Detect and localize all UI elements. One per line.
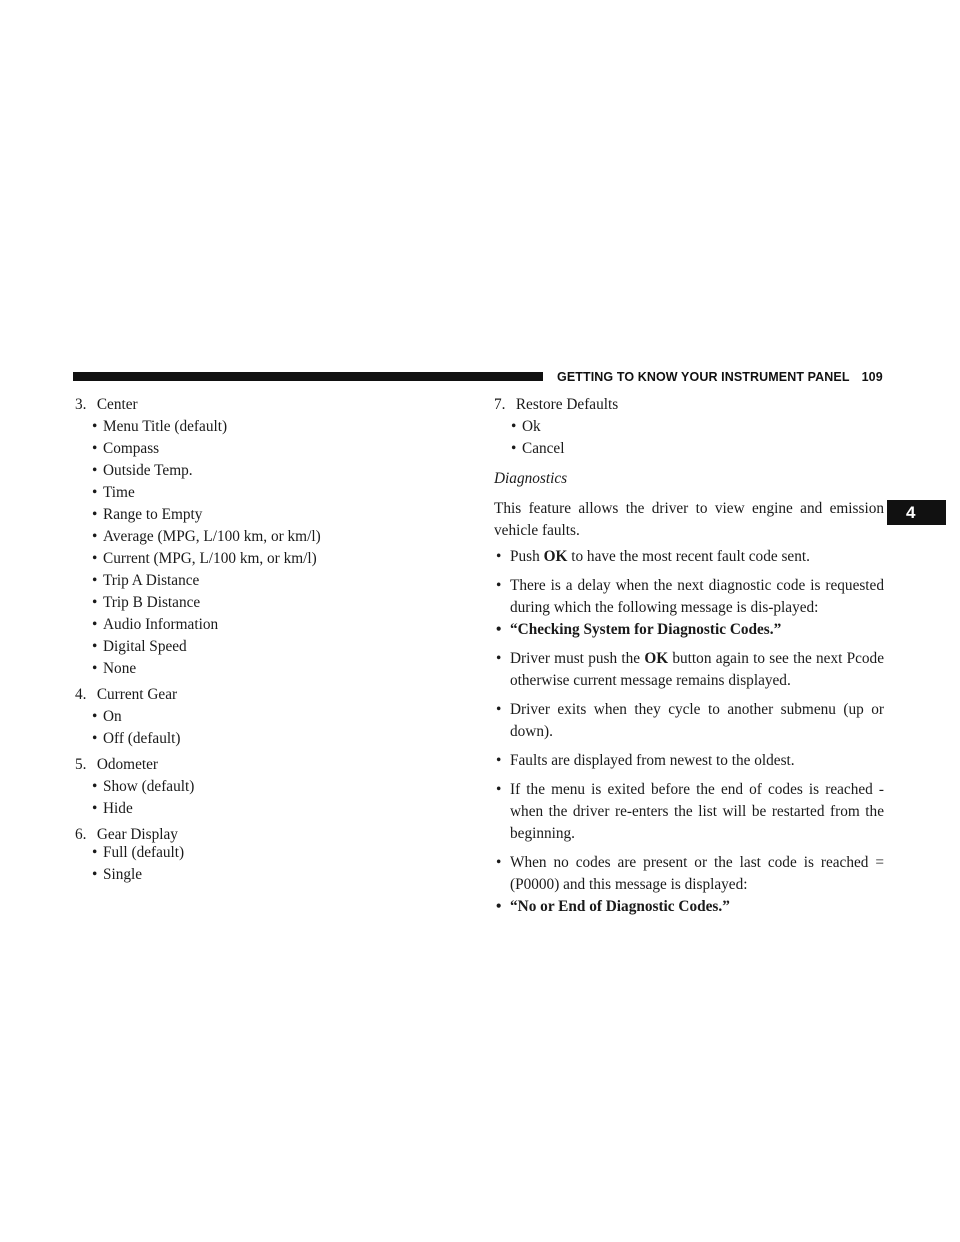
section-3-list <box>75 416 455 680</box>
list-item: • Full (default) <box>75 842 455 864</box>
list-item: • Show (default) <box>75 776 455 798</box>
header-rule <box>73 372 543 381</box>
section-5-heading: 5. Odometer <box>75 756 158 773</box>
list-item: • Driver must push the OK button again to see the next Pcode otherwise current message remains displayed. <box>494 648 884 692</box>
diagnostics-list <box>494 546 884 918</box>
list-item: • If the menu is exited before the end of codes is reached - when the driver re-enters the list will be restarted from the beginning. <box>494 779 884 845</box>
list-item: • “Checking System for Diagnostic Codes.” <box>494 619 884 641</box>
running-header <box>557 370 883 384</box>
diagnostics-intro: This feature allows the driver to view engine and emission vehicle faults. <box>494 500 884 539</box>
list-item: • Single <box>75 864 455 886</box>
page-number: 109 <box>861 370 883 384</box>
section-6-list <box>75 842 455 886</box>
left-column <box>75 394 455 886</box>
list-item: • There is a delay when the next diagnostic code is requested during which the following message is dis-played: <box>494 575 884 619</box>
list-item: • Hide <box>75 798 455 820</box>
header-title: GETTING TO KNOW YOUR INSTRUMENT PANEL <box>557 370 850 384</box>
list-item: • Push OK to have the most recent fault code sent. <box>494 546 884 568</box>
list-item: • Current (MPG, L/100 km, or km/l) <box>75 548 455 570</box>
chapter-tab: 4 <box>887 500 946 525</box>
section-6-heading: 6. Gear Display <box>75 826 178 843</box>
section-3-heading: 3. Center <box>75 396 138 413</box>
list-item: • On <box>75 706 455 728</box>
list-item: • Menu Title (default) <box>75 416 455 438</box>
list-item: • Faults are displayed from newest to the oldest. <box>494 750 884 772</box>
list-item: • Range to Empty <box>75 504 455 526</box>
list-item: • Compass <box>75 438 455 460</box>
list-item: • Driver exits when they cycle to another submenu (up or down). <box>494 699 884 743</box>
section-4-heading: 4. Current Gear <box>75 686 178 703</box>
list-item: • Outside Temp. <box>75 460 455 482</box>
list-item: • Trip A Distance <box>75 570 455 592</box>
list-item: • Trip B Distance <box>75 592 455 614</box>
list-item: • Ok <box>494 416 884 438</box>
section-7-list <box>494 416 884 460</box>
right-column <box>494 394 884 925</box>
list-item: • When no codes are present or the last code is reached = (P0000) and this message is displayed: <box>494 852 884 896</box>
list-item: • “No or End of Diagnostic Codes.” <box>494 896 884 918</box>
list-item: • Audio Information <box>75 614 455 636</box>
list-item: • None <box>75 658 455 680</box>
list-item: • Time <box>75 482 455 504</box>
section-4-list <box>75 706 455 750</box>
list-item: • Off (default) <box>75 728 455 750</box>
list-item: • Cancel <box>494 438 884 460</box>
list-item: • Digital Speed <box>75 636 455 658</box>
diagnostics-heading: Diagnostics <box>494 470 568 487</box>
section-5-list <box>75 776 455 820</box>
list-item: • Average (MPG, L/100 km, or km/l) <box>75 526 455 548</box>
section-7-heading: 7. Restore Defaults <box>494 396 619 413</box>
